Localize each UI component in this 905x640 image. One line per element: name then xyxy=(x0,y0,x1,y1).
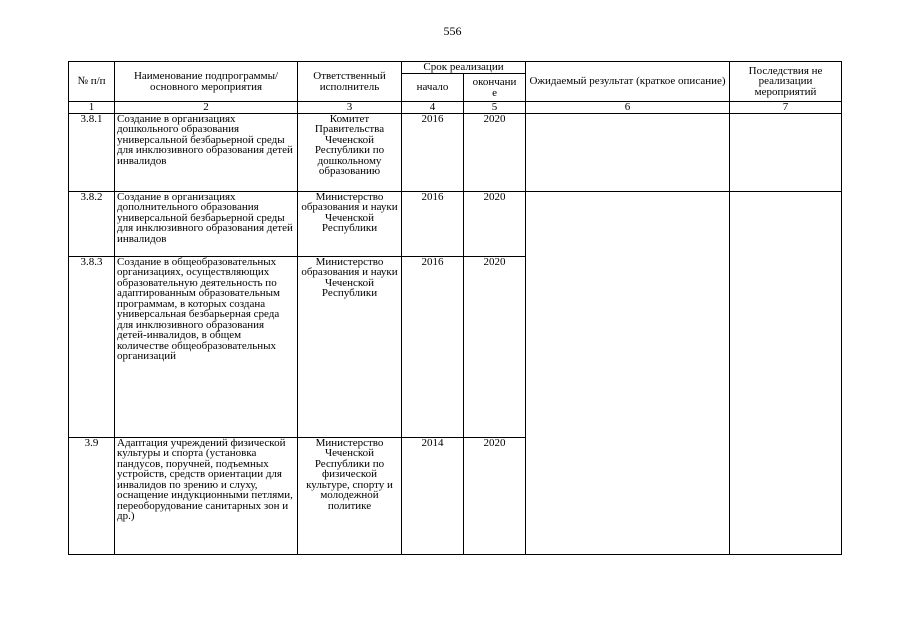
row-executor: Министерство Чеченской Республики по физической культуре, спорту и молодежной политике xyxy=(298,437,402,554)
row-num: 3.8.2 xyxy=(69,191,115,256)
col-number-7: 7 xyxy=(730,102,842,114)
row-name: Адаптация учреждений физической культуры и спорта (установка пандусов, поручней, подъемных устройств, средств ориентации для инвалидов по зрению и слуху, оснащение индукционными петлями, переоборудование санитарных зон и др.) xyxy=(115,437,298,554)
row-start: 2014 xyxy=(402,437,464,554)
row-start: 2016 xyxy=(402,191,464,256)
row-result-merged xyxy=(526,191,730,554)
row-start: 2016 xyxy=(402,113,464,191)
col-number-5: 5 xyxy=(464,102,526,114)
row-end: 2020 xyxy=(464,256,526,437)
row-consequence-merged xyxy=(730,191,842,554)
col-number-4: 4 xyxy=(402,102,464,114)
program-table xyxy=(68,61,842,555)
col-number-2: 2 xyxy=(115,102,298,114)
header-consequence: Последствия не реализации мероприятий xyxy=(730,62,842,102)
row-num: 3.9 xyxy=(69,437,115,554)
table-row xyxy=(69,191,842,256)
col-number-6: 6 xyxy=(526,102,730,114)
col-number-3: 3 xyxy=(298,102,402,114)
row-end: 2020 xyxy=(464,191,526,256)
row-executor: Министерство образования и науки Чеченской Республики xyxy=(298,256,402,437)
header-end-line1: окончани xyxy=(472,76,517,88)
header-end-line2: е xyxy=(492,86,497,99)
row-start: 2016 xyxy=(402,256,464,437)
row-consequence xyxy=(730,113,842,191)
row-end: 2020 xyxy=(464,113,526,191)
header-end xyxy=(464,74,526,102)
row-num: 3.8.3 xyxy=(69,256,115,437)
header-period: Срок реализации xyxy=(402,62,526,74)
row-name: Создание в общеобразовательных организациях, осуществляющих образовательную деятельность по адаптированным образовательным программам, в которых создана универсальная безбарьерная среда для инклюзивного образования детей-инвалидов, в общем количестве общеобразовательных организаций xyxy=(115,256,298,437)
row-name: Создание в организациях дополнительного образования универсальной безбарьерной среды для инклюзивного образования детей инвалидов xyxy=(115,191,298,256)
header-start: начало xyxy=(402,74,464,102)
header-name: Наименование подпрограммы/ основного мероприятия xyxy=(115,62,298,102)
header-num: № п/п xyxy=(69,62,115,102)
header-result: Ожидаемый результат (краткое описание) xyxy=(526,62,730,102)
row-executor: Министерство образования и науки Чеченской Республики xyxy=(298,191,402,256)
row-name: Создание в организациях дошкольного образования универсальной безбарьерной среды для инклюзивного образования детей инвалидов xyxy=(115,113,298,191)
col-number-1: 1 xyxy=(69,102,115,114)
row-end: 2020 xyxy=(464,437,526,554)
row-result xyxy=(526,113,730,191)
row-num: 3.8.1 xyxy=(69,113,115,191)
row-executor: Комитет Правительства Чеченской Республики по дошкольному образованию xyxy=(298,113,402,191)
header-executor: Ответственный исполнитель xyxy=(298,62,402,102)
table-row xyxy=(69,113,842,191)
page-number: 556 xyxy=(443,24,462,38)
